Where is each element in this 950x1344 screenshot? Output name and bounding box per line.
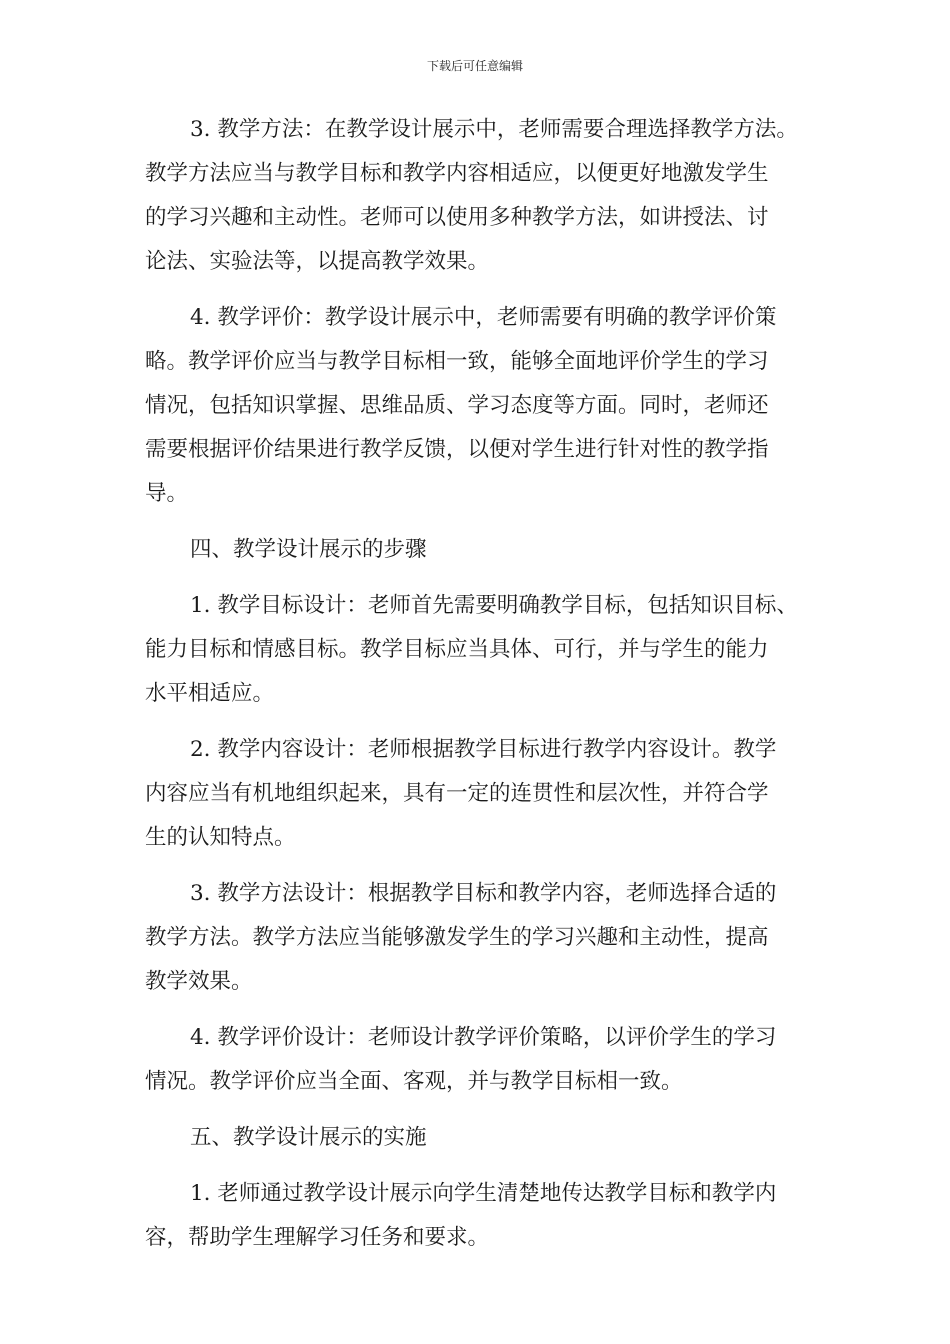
text-line: 略。教学评价应当与教学目标相一致，能够全面地评价学生的学习 <box>145 349 769 374</box>
heading-line: 五、教学设计展示的实施 <box>190 1125 427 1150</box>
text-line: 情况，包括知识掌握、思维品质、学习态度等方面。同时，老师还 <box>145 393 769 418</box>
text-line: 4. 教学评价设计：老师设计教学评价策略，以评价学生的学习 <box>190 1025 777 1050</box>
section-heading-steps <box>145 528 810 572</box>
paragraph-content-design <box>145 728 810 860</box>
text-line: 水平相适应。 <box>145 681 275 706</box>
text-line: 的学习兴趣和主动性。老师可以使用多种教学方法，如讲授法、讨 <box>145 205 769 230</box>
paragraph-method-design <box>145 872 810 1004</box>
section-heading-implementation <box>145 1116 810 1160</box>
text-line: 3. 教学方法：在教学设计展示中，老师需要合理选择教学方法。 <box>190 117 798 142</box>
text-line: 1. 老师通过教学设计展示向学生清楚地传达教学目标和教学内 <box>190 1181 777 1206</box>
text-line: 生的认知特点。 <box>145 825 296 850</box>
text-line: 教学效果。 <box>145 969 253 994</box>
text-line: 2. 教学内容设计：老师根据教学目标进行教学内容设计。教学 <box>190 737 777 762</box>
paragraph-teaching-evaluation <box>145 296 810 516</box>
text-line: 1. 教学目标设计：老师首先需要明确教学目标，包括知识目标、 <box>190 593 798 618</box>
paragraph-teaching-method <box>145 108 810 284</box>
text-line: 论法、实验法等，以提高教学效果。 <box>145 249 490 274</box>
heading-line: 四、教学设计展示的步骤 <box>190 537 427 562</box>
text-line: 需要根据评价结果进行教学反馈，以便对学生进行针对性的教学指 <box>145 437 769 462</box>
text-line: 能力目标和情感目标。教学目标应当具体、可行，并与学生的能力 <box>145 637 769 662</box>
text-line: 情况。教学评价应当全面、客观，并与教学目标相一致。 <box>145 1069 683 1094</box>
page-header: 下载后可任意编辑 <box>426 59 523 73</box>
text-line: 容，帮助学生理解学习任务和要求。 <box>145 1225 490 1250</box>
text-line: 教学方法应当与教学目标和教学内容相适应，以便更好地激发学生 <box>145 161 769 186</box>
text-line: 内容应当有机地组织起来，具有一定的连贯性和层次性，并符合学 <box>145 781 769 806</box>
text-line: 3. 教学方法设计：根据教学目标和教学内容，老师选择合适的 <box>190 881 777 906</box>
paragraph-evaluation-design <box>145 1016 810 1104</box>
paragraph-objective-design <box>145 584 810 716</box>
text-line: 4. 教学评价：教学设计展示中，老师需要有明确的教学评价策 <box>190 305 777 330</box>
document-body <box>145 108 810 1272</box>
paragraph-implementation-1 <box>145 1172 810 1260</box>
text-line: 导。 <box>145 481 189 506</box>
text-line: 教学方法。教学方法应当能够激发学生的学习兴趣和主动性，提高 <box>145 925 769 950</box>
